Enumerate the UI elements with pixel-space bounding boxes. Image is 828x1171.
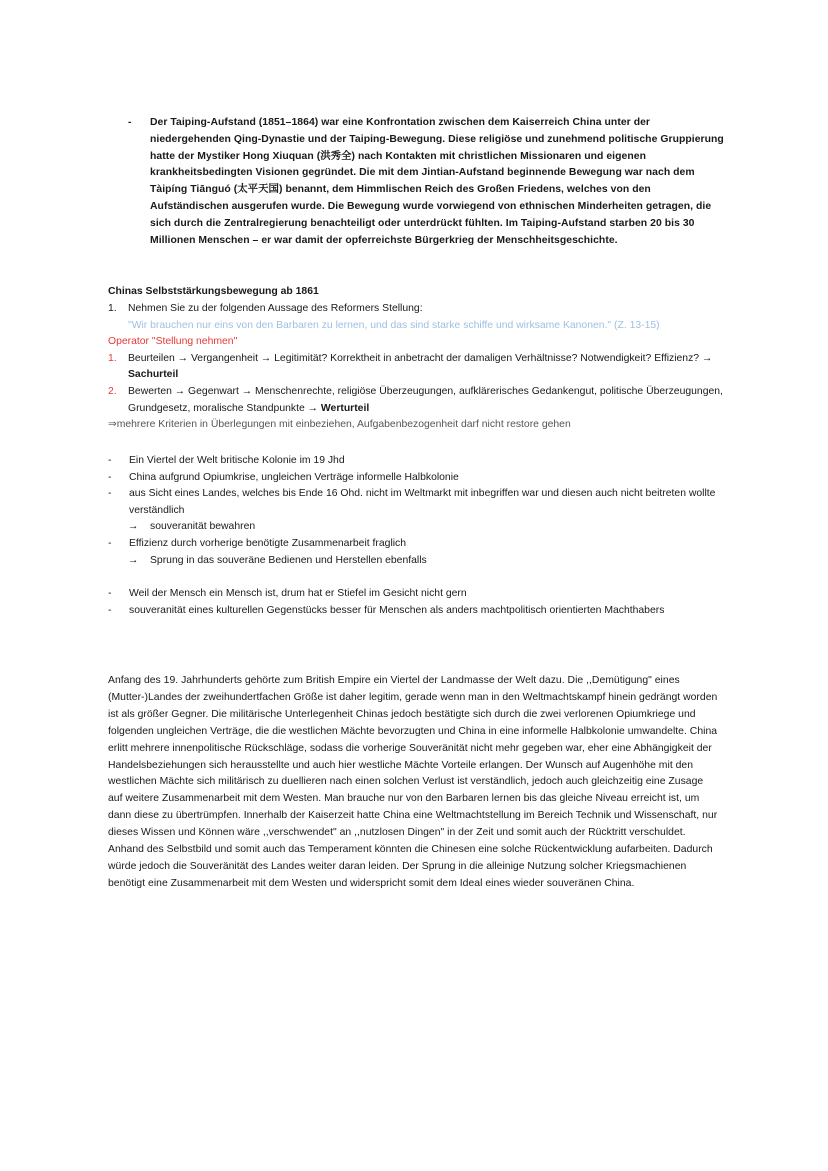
- list-item-text: China aufgrund Opiumkrise, ungleichen Verträge informelle Halbkolonie: [129, 471, 459, 483]
- sub-item: [108, 553, 728, 570]
- sub-item-text: souveranität bewahren: [150, 521, 256, 533]
- criterion-2-number: 2.: [108, 385, 117, 397]
- reformer-quote: "Wir brauchen nur eins von den Barbaren zu lernen, und das sind starke schiffe und wirksame Kanonen." (Z. 13-15): [128, 319, 660, 331]
- essay-paragraph: Anfang des 19. Jahrhunderts gehörte zum British Empire ein Viertel der Landmasse der Welt dazu. Die ,,Demütigung" eines (Mutter-)Landes der zweihundertfachen Größe ist daher legitim, gerade wenn man in den Weltmachtskampf hinein gedrängt worden ist als größer Gegner. Die militärische Unterlegenheit Chinas jedoch bestätigte sich durch die zwei verlorenen Opiumkriege und folgenden ungleichen Verträge, die die westlichen Mächte bevorzugten und China in eine informelle Halbkolonie umwandelte. China erlitt mehrere innenpolitische Rückschläge, sodass die vorherige Souveränität nicht mehr gegeben war, eher eine Abhängigkeit der Handelsbeziehungen sich herausstellte und auch hier westliche Mächte Vorteile erlangen. Der Wunsch auf Augenhöhe mit den westlichen Mächte sich militärisch zu duellieren nach einen solchen Verlust ist verständlich, jedoch auch gleichzeitig eine Zusage auf weitere Zusammenarbeit mit dem Westen. Man brauche nur von den Barbaren lernen bis das gleiche Niveau erreicht ist, um dann diese zu übertrümpfen. Innerhalb der Kaiserzeit hatte China eine Weltmachtstellung im Bereich Technik und Wissenschaft, nur dieses Wissen und Können wäre ,,verschwendet" an ,,nutzlosen Dingen" in der Zeit und somit auch der Rücktritt verschuldet. Anhand des Selbstbild und somit auch das Temperament könnten die Chinesen eine solche Rückentwicklung aufarbeiten. Dadurch würde jedoch die Souveränität des Landes weiter daran leiden. Der Sprung in die alleinige Nutzung solcher Kriegsmachienen benötigt eine Zusammenarbeit mit dem Westen und widerspricht somit dem Ideal eines wieder souveränen China.: [108, 675, 718, 889]
- list-item: [108, 486, 728, 519]
- list-item-text: aus Sicht eines Landes, welches bis Ende 16 Ohd. nicht im Weltmarkt mit inbegriffen war und diesen auch nicht beitreten wollte verständlich: [129, 488, 716, 516]
- task-text: Nehmen Sie zu der folgenden Aussage des Reformers Stellung:: [128, 303, 423, 314]
- spacer: [108, 569, 728, 586]
- list-item-text: Effizienz durch vorherige benötigte Zusammenarbeit fraglich: [129, 537, 407, 549]
- list-item: [108, 603, 728, 620]
- criterion-1-text: Beurteilen → Vergangenheit → Legitimität? Korrektheit in anbetracht der damaligen Verhältnisse? Notwendigkeit? Effizienz? →: [128, 352, 713, 364]
- list-item: [108, 453, 728, 470]
- sub-item-text: Sprung in das souveräne Bedienen und Herstellen ebenfalls: [150, 554, 427, 566]
- section-heading: Chinas Selbststärkungsbewegung ab 1861: [108, 286, 319, 297]
- bullet-dash: -: [108, 604, 112, 616]
- list-item: [108, 586, 728, 603]
- criterion-2-result: Werturteil: [320, 402, 370, 414]
- bullet-dash: -: [108, 471, 112, 483]
- bullet-dash: -: [128, 117, 132, 128]
- list-item-text: souveranität eines kulturellen Gegenstücks besser für Menschen als anders machtpolitisch orientierten Machthabers: [129, 604, 665, 616]
- criterion-1-result: Sachurteil: [128, 369, 179, 381]
- arrow-icon: →: [128, 554, 139, 566]
- bullet-dash: -: [108, 455, 112, 466]
- criterion-1: [108, 351, 728, 384]
- operator-label: Operator "Stellung nehmen": [108, 336, 238, 348]
- bullet-dash: -: [108, 588, 112, 600]
- arrow-icon: →: [128, 521, 139, 533]
- sub-item: [108, 519, 728, 536]
- criterion-1-number: 1.: [108, 352, 117, 364]
- bullet-dash: -: [108, 537, 112, 549]
- list-item: [108, 536, 728, 553]
- criterion-2: [108, 384, 728, 417]
- bullet-dash: -: [108, 488, 112, 500]
- criteria-note: ⇒mehrere Kriterien in Überlegungen mit einbeziehen, Aufgabenbezogenheit darf nicht restore gehen: [108, 419, 571, 431]
- list-item: [108, 470, 728, 487]
- notes-list: [108, 453, 728, 619]
- task-block: [108, 301, 728, 434]
- list-item-text: Ein Viertel der Welt britische Kolonie im 19 Jhd: [129, 455, 345, 466]
- task-line: [108, 301, 728, 318]
- task-number: 1.: [108, 303, 117, 314]
- criterion-2-text: Bewerten → Gegenwart → Menschenrechte, religiöse Überzeugungen, aufklärerisches Gedankengut, politische Überzeugungen, Grundgesetz, moralische Standpunkte →: [128, 385, 723, 414]
- intro-bullet: [128, 115, 728, 249]
- intro-paragraph: Der Taiping-Aufstand (1851–1864) war eine Konfrontation zwischen dem Kaiserreich China unter der niedergehenden Qing-Dynastie und der Taiping-Bewegung. Diese religiöse und zunehmend politische Gruppierung hatte der Mystiker Hong Xiuquan (洪秀全) nach Kontakten mit christlichen Missionaren und eigenen krankheitsbedingten Visionen gegründet. Die mit dem Jintian-Aufstand beginnende Bewegung war nach dem Tàipíng Tiānguó (太平天国) benannt, dem Himmlischen Reich des Großen Friedens, welches von den Aufständischen ausgerufen wurde. Die Bewegung wurde vorwiegend von ethnischen Minderheiten getragen, die sich durch die Zentralregierung benachteiligt oder unterdrückt fühlten. Im Taiping-Aufstand starben 20 bis 30 Millionen Menschen – er war damit der opferreichste Bürgerkrieg der Menschheitsgeschichte.: [150, 117, 724, 246]
- list-item-text: Weil der Mensch ein Mensch ist, drum hat er Stiefel im Gesicht nicht gern: [129, 588, 467, 600]
